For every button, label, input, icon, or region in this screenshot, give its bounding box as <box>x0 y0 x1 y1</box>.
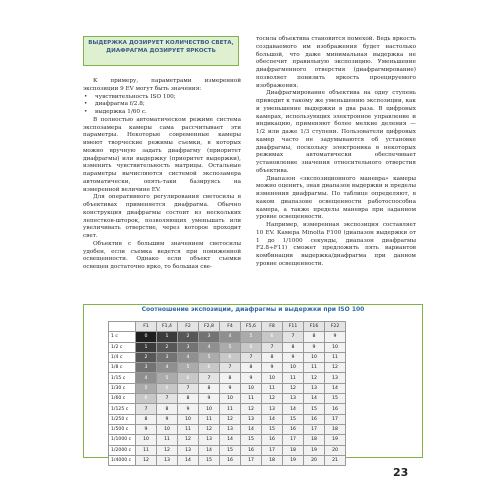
table-cell: 5 <box>241 332 262 342</box>
table-row <box>109 373 346 383</box>
table-row <box>109 342 346 352</box>
table-cell: 10 <box>220 394 241 404</box>
table-cell: 9 <box>304 342 325 352</box>
table-cell: 8 <box>304 332 325 342</box>
table-cell: 13 <box>262 404 283 414</box>
table-cell: 11 <box>178 424 199 434</box>
table-cell: 13 <box>220 424 241 434</box>
table-cell: 12 <box>178 435 199 445</box>
table-cell: 6 <box>178 373 199 383</box>
table-cell: 16 <box>304 414 325 424</box>
table-cell: 13 <box>283 394 304 404</box>
table-title: Соотношение экспозиции, диафрагмы и выдержки при ISO 100 <box>141 306 365 313</box>
table-cell: 10 <box>136 435 157 445</box>
table-cell: 20 <box>304 455 325 465</box>
table-cell: 8 <box>220 373 241 383</box>
table-cell: 15 <box>325 394 346 404</box>
table-cell: 7 <box>178 383 199 393</box>
table-cell: 12 <box>136 455 157 465</box>
table-cell: 14 <box>220 435 241 445</box>
table-cell: 6 <box>241 342 262 352</box>
table-cell: 10 <box>199 404 220 414</box>
table-cell: 2 <box>178 332 199 342</box>
callout-line-2: ДИАФРАГМА ДОЗИРУЕТ ЯРКОСТЬ <box>106 47 216 54</box>
table-cell: 1 <box>136 342 157 352</box>
table-cell: 5 <box>157 373 178 383</box>
column-header: F5,6 <box>241 322 262 332</box>
table-cell: 9 <box>241 373 262 383</box>
right-column <box>256 36 416 269</box>
paragraph: Диапазон «экспозиционного маневра» камеры можно оценить, зная диапазон выдержки и пределы изменения диафрагмы. По таблице определяют, в каком диапазоне освещенности работоспособна камера, а также пределы маневра при заданном уровне освещенности. <box>256 175 416 221</box>
paragraph: Для оперативного регулирования светосилы в объективах применяется диафрагма. Обычно конструкция диафрагмы состоит из нескольких лепестков-шторок, позволяющих уменьшать или увеличивать отверстие, через которое проходит свет. <box>83 194 241 239</box>
row-header: 1/8 с <box>109 363 136 373</box>
table-cell: 5 <box>136 383 157 393</box>
table-cell: 11 <box>241 394 262 404</box>
table-cell: 5 <box>178 363 199 373</box>
table-cell: 2 <box>157 342 178 352</box>
row-header: 1/4 с <box>109 352 136 362</box>
table-row <box>109 455 346 465</box>
list-item: • диафрагма f/2.8; <box>83 101 241 109</box>
table-cell: 19 <box>304 445 325 455</box>
table-cell: 19 <box>325 435 346 445</box>
column-header: F2 <box>178 322 199 332</box>
table-cell: 14 <box>304 394 325 404</box>
table-header-row <box>109 322 346 332</box>
table-cell: 13 <box>199 435 220 445</box>
table-cell: 18 <box>325 424 346 434</box>
table-cell: 16 <box>325 404 346 414</box>
table-cell: 9 <box>199 394 220 404</box>
table-cell: 10 <box>262 373 283 383</box>
row-header: 1/2000 с <box>109 445 136 455</box>
row-header: 1/4000 с <box>109 455 136 465</box>
table-cell: 6 <box>157 383 178 393</box>
page-number: 23 <box>393 466 409 479</box>
table-cell: 4 <box>199 342 220 352</box>
table-cell: 10 <box>304 352 325 362</box>
callout-box <box>83 36 239 66</box>
column-header: F1,4 <box>157 322 178 332</box>
table-cell: 11 <box>304 363 325 373</box>
table-cell: 8 <box>199 383 220 393</box>
table-cell: 9 <box>283 352 304 362</box>
paragraph: Например, измеренная экспозиция составляет 10 EV. Камера Minolta F100 (диапазон выдержки от 1 до 1/1000 секунды, диапазон диафрагмы F2.8÷F11) сможет предложить пять вариантов комбинации выдержка/диафрагма при данном уровне освещенности. <box>256 222 416 267</box>
column-header: F22 <box>325 322 346 332</box>
table-cell: 11 <box>325 352 346 362</box>
table-cell: 12 <box>241 404 262 414</box>
table-cell: 4 <box>157 363 178 373</box>
table-row <box>109 332 346 342</box>
table-row <box>109 363 346 373</box>
list-item: • выдержка 1/60 с. <box>83 109 241 117</box>
row-header: 1/60 с <box>109 394 136 404</box>
table-row <box>109 435 346 445</box>
table-cell: 11 <box>136 445 157 455</box>
table-cell: 17 <box>283 435 304 445</box>
table-cell: 10 <box>178 414 199 424</box>
exposure-table <box>108 321 346 466</box>
table-cell: 14 <box>241 424 262 434</box>
table-cell: 8 <box>241 363 262 373</box>
table-cell: 16 <box>220 455 241 465</box>
table-cell: 9 <box>262 363 283 373</box>
table-cell: 14 <box>178 455 199 465</box>
table-cell: 13 <box>178 445 199 455</box>
table-cell: 6 <box>220 352 241 362</box>
paragraph: тосила объектива становится помехой. Ведь яркость создаваемого им изображения будет настолько большой, что даже минимальная выдержка не обеспечит правильную экспозицию. Уменьшение диафрагменного отверстия (диафрагмирование) позволяет понизить яркость проецируемого изображения. <box>256 36 416 89</box>
table-cell: 6 <box>262 332 283 342</box>
table-cell: 12 <box>304 373 325 383</box>
table-cell: 7 <box>262 342 283 352</box>
column-header: F4 <box>220 322 241 332</box>
table-cell: 11 <box>283 373 304 383</box>
table-cell: 3 <box>136 363 157 373</box>
table-cell: 8 <box>283 342 304 352</box>
table-cell: 6 <box>136 394 157 404</box>
table-cell: 17 <box>262 445 283 455</box>
table-cell: 8 <box>157 404 178 414</box>
paragraph: В полностью автоматическом режиме система экспозамера камеры сама рассчитывает эти параметры. Некоторые современные камеры имеют творческие режимы съемки, в которых можно вручную задать диафрагму (приоритет диафрагмы) или выдержку (приоритет выдержки), изменить чувствительность матрицы. Остальные параметры вычисляются системой экспозамера автоматически, опять-таки базируясь на измеренной величине EV. <box>83 116 241 193</box>
row-header: 1/500 с <box>109 424 136 434</box>
table-cell: 16 <box>283 424 304 434</box>
table-cell: 12 <box>157 445 178 455</box>
column-header: F11 <box>283 322 304 332</box>
row-header: 1/2 с <box>109 342 136 352</box>
table-cell: 13 <box>304 383 325 393</box>
table-cell: 5 <box>199 352 220 362</box>
table-cell: 12 <box>220 414 241 424</box>
table-cell: 1 <box>157 332 178 342</box>
table-cell: 15 <box>199 455 220 465</box>
table-cell: 3 <box>178 342 199 352</box>
table-cell: 12 <box>262 394 283 404</box>
table-cell: 6 <box>199 363 220 373</box>
table-cell: 17 <box>241 455 262 465</box>
row-header: 1 с <box>109 332 136 342</box>
table-cell: 20 <box>325 445 346 455</box>
table-cell: 11 <box>199 414 220 424</box>
table-cell: 7 <box>220 363 241 373</box>
column-header: F1 <box>136 322 157 332</box>
table-cell: 9 <box>178 404 199 414</box>
table-cell: 18 <box>262 455 283 465</box>
table-cell: 5 <box>220 342 241 352</box>
table-cell: 15 <box>304 404 325 414</box>
table-cell: 9 <box>136 424 157 434</box>
table-cell: 8 <box>136 414 157 424</box>
table-row <box>109 383 346 393</box>
table-cell: 14 <box>283 404 304 414</box>
table-cell: 10 <box>157 424 178 434</box>
table-cell: 7 <box>241 352 262 362</box>
table-cell: 14 <box>262 414 283 424</box>
table-cell: 15 <box>283 414 304 424</box>
paragraph: Объектив с большим значением светосилы удобен, если съемка ведется при пониженной освещенности. Однако если объект съемки освещен достаточно ярко, то большая све- <box>83 240 241 270</box>
table-cell: 13 <box>325 373 346 383</box>
table-cell: 16 <box>241 445 262 455</box>
table-cell: 4 <box>178 352 199 362</box>
table-cell: 11 <box>262 383 283 393</box>
table-row <box>109 352 346 362</box>
table-cell: 21 <box>325 455 346 465</box>
row-header: 1/1000 с <box>109 435 136 445</box>
table-cell: 16 <box>262 435 283 445</box>
table-cell: 3 <box>157 352 178 362</box>
table-cell: 10 <box>241 383 262 393</box>
table-cell: 18 <box>283 445 304 455</box>
table-cell: 9 <box>325 332 346 342</box>
paragraph: Диафрагмирование объектива на одну ступень приводит к такому же уменьшению экспозиции, как и уменьшение выдержки в два раза. В цифровых камерах, использующих электронное управление и индикацию, применяют более мелкие деления — 1/2 или даже 1/3 ступени. Пользователи цифровых камер часто не задумываются об установке диафрагмы, поскольку электроника в некоторых режимах автоматически обеспечивает установление значения относительного отверстия объектива. <box>256 90 416 174</box>
row-header: 1/250 с <box>109 414 136 424</box>
table-cell: 0 <box>136 332 157 342</box>
table-cell: 8 <box>178 394 199 404</box>
callout-line-1: ВЫДЕРЖКА ДОЗИРУЕТ КОЛИЧЕСТВО СВЕТА, <box>88 40 234 46</box>
table-cell: 7 <box>136 404 157 414</box>
table-cell: 12 <box>199 424 220 434</box>
table-cell: 9 <box>220 383 241 393</box>
table-cell: 12 <box>325 363 346 373</box>
column-header: F8 <box>262 322 283 332</box>
table-cell: 3 <box>199 332 220 342</box>
table-row <box>109 424 346 434</box>
row-header: 1/15 с <box>109 373 136 383</box>
table-row <box>109 414 346 424</box>
row-header: 1/30 с <box>109 383 136 393</box>
table-cell: 4 <box>220 332 241 342</box>
bullet-list <box>83 94 241 117</box>
table-cell: 7 <box>157 394 178 404</box>
table-cell: 12 <box>283 383 304 393</box>
table-cell: 15 <box>220 445 241 455</box>
table-cell: 18 <box>304 435 325 445</box>
table-cell: 15 <box>241 435 262 445</box>
paragraph: К примеру, параметрами измеренной экспозиции 9 EV могут быть значения: <box>83 78 241 92</box>
table-corner <box>109 322 136 332</box>
table-cell: 11 <box>220 404 241 414</box>
table-cell: 4 <box>136 373 157 383</box>
column-header: F16 <box>304 322 325 332</box>
table-cell: 11 <box>157 435 178 445</box>
table-cell: 9 <box>157 414 178 424</box>
table-cell: 7 <box>199 373 220 383</box>
table-cell: 13 <box>241 414 262 424</box>
table-cell: 10 <box>325 342 346 352</box>
table-cell: 17 <box>325 414 346 424</box>
table-cell: 8 <box>262 352 283 362</box>
column-header: F2,8 <box>199 322 220 332</box>
table-cell: 13 <box>157 455 178 465</box>
table-cell: 15 <box>262 424 283 434</box>
list-item: • чувствительность ISO 100; <box>83 94 241 102</box>
table-cell: 7 <box>283 332 304 342</box>
table-row <box>109 394 346 404</box>
table-cell: 14 <box>325 383 346 393</box>
left-column <box>83 78 241 272</box>
table-cell: 2 <box>136 352 157 362</box>
table-row <box>109 445 346 455</box>
table-row <box>109 404 346 414</box>
row-header: 1/125 с <box>109 404 136 414</box>
table-cell: 19 <box>283 455 304 465</box>
table-cell: 14 <box>199 445 220 455</box>
table-cell: 17 <box>304 424 325 434</box>
table-body <box>109 332 346 466</box>
table-cell: 10 <box>283 363 304 373</box>
